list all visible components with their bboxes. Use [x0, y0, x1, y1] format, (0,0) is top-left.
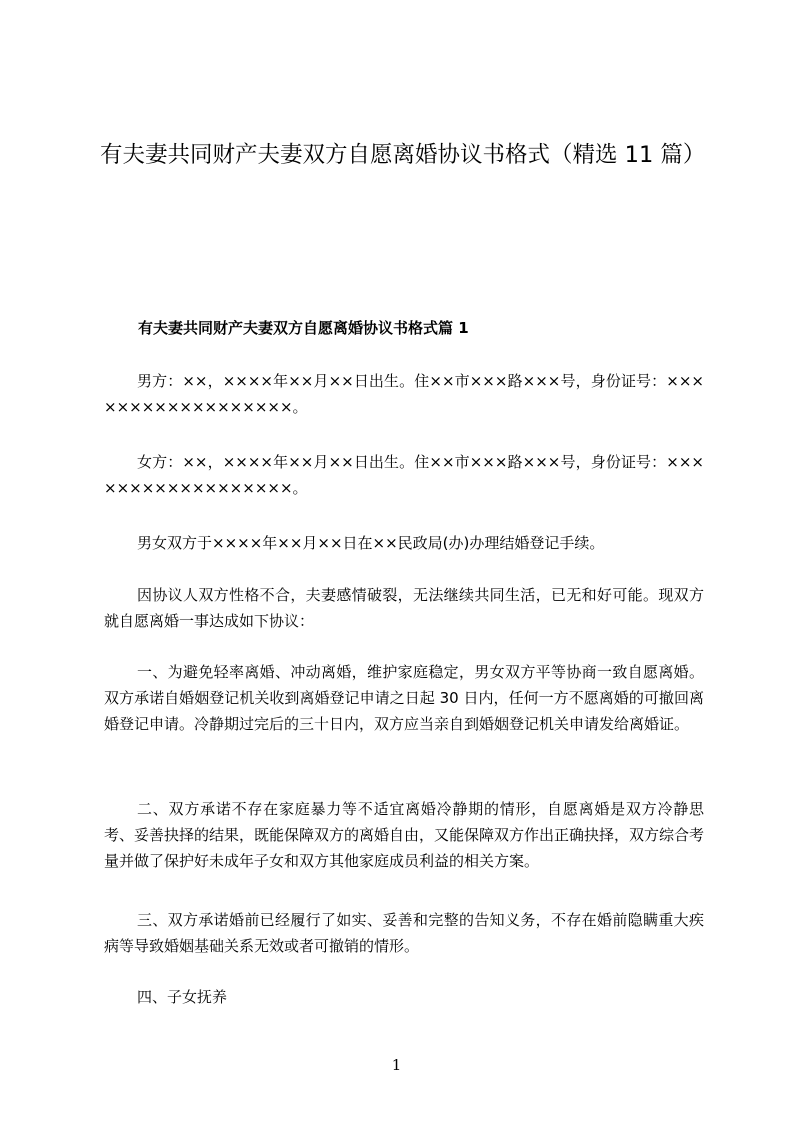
paragraph-clause-1: 一、为避免轻率离婚、冲动离婚，维护家庭稳定，男女双方平等协商一致自愿离婚。双方承诺自婚姻登记机关收到离婚登记申请之日起 30 日内，任何一方不愿离婚的可撤回离婚登记申请。冷静期过完后的三十日内，双方应当亲自到婚姻登记机关申请发给离婚证。 [104, 663, 704, 733]
paragraph-wife-info: 女方：××，××××年××月××日出生。住××市×××路×××号，身份证号：××××××××××××××××××。 [104, 453, 704, 497]
paragraph-clause-3: 三、双方承诺婚前已经履行了如实、妥善和完整的告知义务，不存在婚前隐瞒重大疾病等导致婚姻基础关系无效或者可撤销的情形。 [104, 911, 704, 955]
paragraph-marriage-registration: 男女双方于××××年××月××日在××民政局(办)办理结婚登记手续。 [137, 534, 605, 552]
paragraph-clause-2: 二、双方承诺不存在家庭暴力等不适宜离婚冷静期的情形，自愿离婚是双方冷静思考、妥善抉择的结果，既能保障双方的离婚自由，又能保障双方作出正确抉择，双方综合考量并做了保护好未成年子女和双方其他家庭成员利益的相关方案。 [104, 800, 705, 870]
section-title: 有夫妻共同财产夫妻双方自愿离婚协议书格式篇 1 [138, 319, 469, 337]
document-title: 有夫妻共同财产夫妻双方自愿离婚协议书格式（精选 11 篇） [100, 142, 706, 168]
paragraph-clause-4-heading: 四、子女抚养 [137, 988, 228, 1006]
page-number: 1 [391, 1056, 402, 1074]
paragraph-divorce-reason: 因协议人双方性格不合，夫妻感情破裂，无法继续共同生活，已无和好可能。现双方就自愿离婚一事达成如下协议： [104, 586, 704, 630]
paragraph-husband-info: 男方：××，××××年××月××日出生。住××市×××路×××号，身份证号：××××××××××××××××××。 [104, 372, 704, 416]
